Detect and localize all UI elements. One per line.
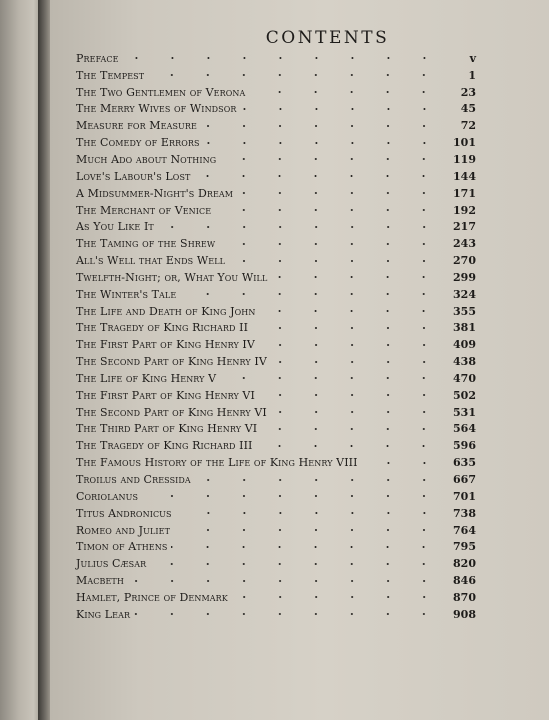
toc-entry-page-number: v (469, 51, 476, 65)
toc-entry-title: Love's Labour's Lost (76, 169, 191, 183)
toc-entry-page-number: 470 (453, 371, 476, 385)
toc-entry-page-number: 438 (453, 355, 476, 369)
toc-entry (76, 589, 476, 606)
toc-entry (76, 505, 476, 522)
toc-entry (76, 168, 476, 185)
toc-entry-title: The Winter's Tale (76, 287, 177, 301)
dot-leader (362, 457, 442, 469)
toc-entry-page-number: 564 (453, 422, 476, 436)
toc-entry-title: The Merchant of Venice (76, 203, 212, 217)
toc-entry-title: All's Well that Ends Well (76, 254, 226, 268)
toc-entry-page-number: 531 (453, 405, 476, 419)
toc-entry-title: The First Part of King Henry IV (76, 338, 255, 352)
toc-entry-page-number: 502 (453, 388, 476, 402)
toc-entry-title: The Second Part of King Henry VI (76, 405, 267, 419)
toc-entry (76, 572, 476, 589)
toc-entry-title: The Tempest (76, 68, 145, 82)
toc-entry-title: Preface (76, 51, 119, 65)
dot-leader (259, 339, 442, 351)
toc-entry (76, 117, 476, 134)
toc-entry (76, 370, 476, 387)
dot-leader (256, 440, 442, 452)
toc-entry (76, 218, 476, 235)
page-title: CONTENTS (265, 28, 390, 48)
toc-entry-title: The Famous History of the Life of King Henry VIII (76, 456, 358, 470)
table-of-contents (76, 50, 476, 623)
dot-leader (180, 288, 442, 300)
toc-entry-title: The Second Part of King Henry IV (76, 355, 267, 369)
toc-entry-page-number: 101 (453, 136, 476, 150)
dot-leader (123, 52, 442, 64)
facing-page-edge (0, 0, 42, 720)
dot-leader (219, 238, 442, 250)
toc-entry-page-number: 795 (453, 540, 476, 554)
toc-entry-title: The Third Part of King Henry VI (76, 422, 258, 436)
toc-entry-page-number: 299 (453, 270, 476, 284)
dot-leader (204, 137, 442, 149)
toc-entry-title: Twelfth-Night; or, What You Will (76, 270, 268, 284)
toc-entry-title: Julius Cæsar (76, 557, 147, 571)
toc-entry-title: Much Ado about Nothing (76, 152, 217, 166)
dot-leader (201, 120, 442, 132)
toc-entry-title: Coriolanus (76, 489, 139, 503)
toc-entry (76, 202, 476, 219)
dot-leader (174, 524, 442, 536)
toc-entry (76, 67, 476, 84)
toc-entry-title: Macbeth (76, 574, 124, 588)
toc-entry-page-number: 324 (453, 287, 476, 301)
toc-entry (76, 538, 476, 555)
dot-leader (150, 558, 442, 570)
toc-entry (76, 303, 476, 320)
toc-entry-page-number: 870 (453, 590, 476, 604)
toc-entry-title: The Tragedy of King Richard II (76, 321, 249, 335)
toc-entry-title: The Comedy of Errors (76, 136, 200, 150)
toc-entry (76, 606, 476, 623)
dot-leader (271, 406, 442, 418)
toc-entry-page-number: 72 (460, 119, 476, 133)
toc-entry-title: The First Part of King Henry VI (76, 388, 255, 402)
dot-leader (261, 423, 442, 435)
dot-leader (259, 389, 442, 401)
toc-entry (76, 404, 476, 421)
toc-entry-page-number: 217 (453, 220, 476, 234)
dot-leader (237, 187, 442, 199)
toc-entry (76, 454, 476, 471)
dot-leader (194, 170, 442, 182)
dot-leader (220, 372, 442, 384)
toc-entry-page-number: 701 (453, 489, 476, 503)
toc-entry-page-number: 270 (453, 254, 476, 268)
toc-entry-page-number: 119 (453, 152, 476, 166)
dot-leader (271, 356, 442, 368)
toc-entry (76, 50, 476, 67)
dot-leader (128, 575, 442, 587)
toc-entry-page-number: 820 (453, 557, 476, 571)
dot-leader (148, 69, 442, 81)
toc-entry-page-number: 355 (453, 304, 476, 318)
toc-entry-page-number: 171 (453, 186, 476, 200)
toc-entry-title: A Midsummer-Night's Dream (76, 186, 234, 200)
toc-entry (76, 353, 476, 370)
toc-entry-title: The Taming of the Shrew (76, 237, 216, 251)
toc-entry (76, 471, 476, 488)
dot-leader (229, 255, 442, 267)
toc-entry (76, 522, 476, 539)
toc-entry (76, 84, 476, 101)
toc-entry (76, 488, 476, 505)
toc-entry-title: Troilus and Cressida (76, 473, 191, 487)
toc-entry-page-number: 738 (453, 506, 476, 520)
contents-page (50, 0, 549, 720)
toc-entry (76, 437, 476, 454)
toc-entry-title: Titus Andronicus (76, 506, 172, 520)
toc-entry-title: Measure for Measure (76, 119, 197, 133)
toc-entry-page-number: 667 (453, 473, 476, 487)
dot-leader (215, 204, 442, 216)
toc-entry-title: The Merry Wives of Windsor (76, 102, 237, 116)
toc-entry (76, 151, 476, 168)
toc-entry-page-number: 381 (453, 321, 476, 335)
toc-entry (76, 320, 476, 337)
toc-entry (76, 421, 476, 438)
toc-entry-title: King Lear (76, 607, 131, 621)
dot-leader (241, 103, 442, 115)
toc-entry-title: The Two Gentlemen of Verona (76, 85, 246, 99)
toc-entry-page-number: 23 (460, 85, 476, 99)
toc-entry (76, 134, 476, 151)
toc-entry (76, 185, 476, 202)
dot-leader (259, 305, 442, 317)
toc-entry-page-number: 1 (468, 68, 476, 82)
dot-leader (220, 153, 442, 165)
toc-entry-title: As You Like It (76, 220, 154, 234)
toc-entry-page-number: 908 (453, 607, 476, 621)
toc-entry-page-number: 409 (453, 338, 476, 352)
dot-leader (171, 541, 442, 553)
toc-entry-page-number: 192 (453, 203, 476, 217)
toc-entry-title: Hamlet, Prince of Denmark (76, 590, 228, 604)
dot-leader (271, 271, 442, 283)
dot-leader (142, 490, 442, 502)
dot-leader (195, 474, 442, 486)
toc-entry (76, 235, 476, 252)
toc-entry-title: The Tragedy of King Richard III (76, 439, 253, 453)
dot-leader (176, 507, 442, 519)
toc-entry (76, 336, 476, 353)
dot-leader (249, 86, 442, 98)
toc-entry-page-number: 635 (453, 456, 476, 470)
toc-entry (76, 252, 476, 269)
toc-entry (76, 286, 476, 303)
toc-entry-page-number: 45 (460, 102, 476, 116)
toc-entry-page-number: 764 (453, 523, 476, 537)
dot-leader (252, 322, 442, 334)
dot-leader (158, 221, 442, 233)
toc-entry-page-number: 243 (453, 237, 476, 251)
toc-entry (76, 555, 476, 572)
toc-entry-title: Romeo and Juliet (76, 523, 171, 537)
toc-entry (76, 101, 476, 118)
toc-entry-page-number: 846 (453, 574, 476, 588)
toc-entry-page-number: 596 (453, 439, 476, 453)
toc-entry (76, 387, 476, 404)
toc-entry-title: The Life and Death of King John (76, 304, 256, 318)
toc-entry-page-number: 144 (453, 169, 476, 183)
toc-entry-title: The Life of King Henry V (76, 371, 217, 385)
toc-entry (76, 269, 476, 286)
dot-leader (134, 608, 442, 620)
dot-leader (232, 591, 442, 603)
toc-entry-title: Timon of Athens (76, 540, 168, 554)
